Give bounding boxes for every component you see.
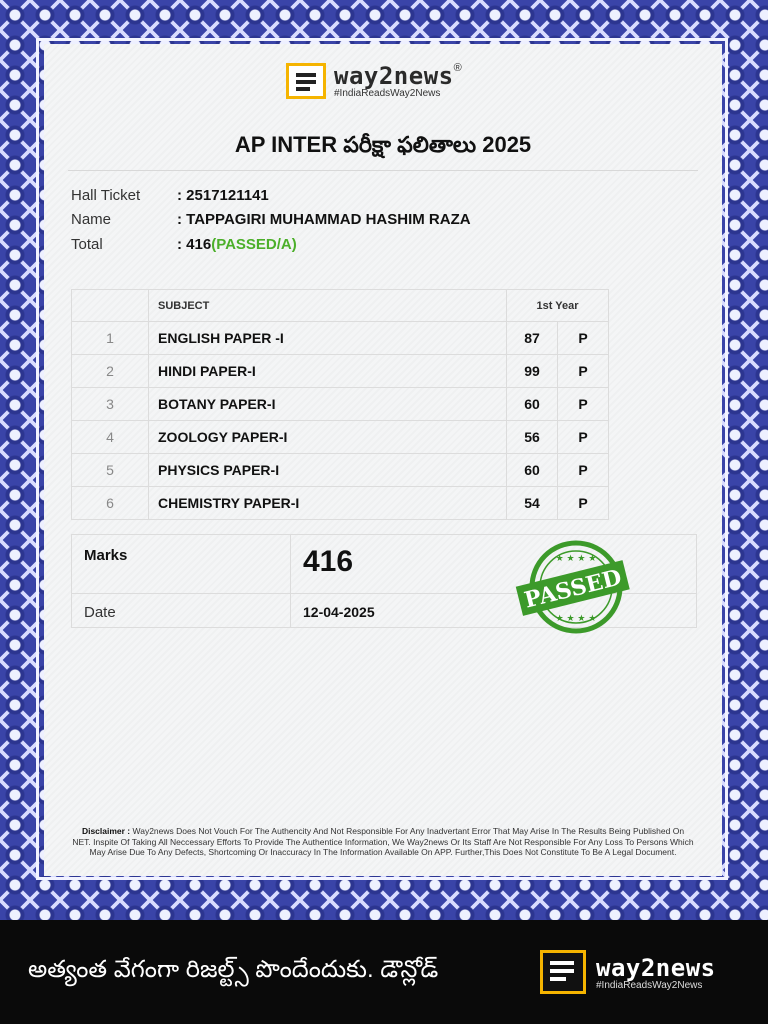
total-value bbox=[177, 236, 297, 253]
registered-mark: ® bbox=[453, 62, 462, 74]
page-title: AP INTER పరీక్షా ఫలితాలు 2025 bbox=[234, 132, 532, 157]
result-sheet bbox=[44, 44, 722, 876]
serial-cell: 6 bbox=[72, 487, 149, 520]
newspaper-icon bbox=[540, 950, 586, 994]
footer-brand: way2news bbox=[596, 953, 716, 982]
table-row bbox=[72, 355, 609, 388]
marks-cell: 60 bbox=[507, 388, 558, 421]
serial-cell: 3 bbox=[72, 388, 149, 421]
subject-cell: ZOOLOGY PAPER-I bbox=[149, 421, 507, 454]
marks-cell: 87 bbox=[507, 322, 558, 355]
marks-label: Marks bbox=[84, 547, 128, 564]
table-row bbox=[72, 388, 609, 421]
footer-logo[interactable] bbox=[540, 950, 716, 994]
svg-text:★ ★ ★ ★: ★ ★ ★ ★ bbox=[555, 554, 597, 564]
serial-cell: 2 bbox=[72, 355, 149, 388]
status-cell: P bbox=[558, 421, 609, 454]
col-subject-header: SUBJECT bbox=[149, 290, 507, 322]
col-serial-header bbox=[72, 290, 149, 322]
title-divider bbox=[68, 170, 698, 171]
table-row bbox=[72, 454, 609, 487]
serial-cell: 1 bbox=[72, 322, 149, 355]
name-label: Name bbox=[71, 211, 112, 228]
serial-cell: 5 bbox=[72, 454, 149, 487]
status-cell: P bbox=[558, 355, 609, 388]
status-cell: P bbox=[558, 487, 609, 520]
total-status: (PASSED/A) bbox=[211, 236, 297, 253]
disclaimer-label: Disclaimer : bbox=[81, 826, 131, 836]
brand-name: way2news bbox=[334, 62, 454, 90]
subjects-table bbox=[71, 289, 609, 520]
marks-value: 416 bbox=[303, 545, 354, 578]
subject-cell: HINDI PAPER-I bbox=[149, 355, 507, 388]
status-cell: P bbox=[558, 454, 609, 487]
student-name: : TAPPAGIRI MUHAMMAD HASHIM RAZA bbox=[177, 211, 471, 228]
table-row bbox=[72, 421, 609, 454]
hall-ticket-label: Hall Ticket bbox=[71, 187, 141, 204]
passed-stamp bbox=[514, 539, 632, 635]
date-label: Date bbox=[84, 604, 116, 621]
footer-tagline: #IndiaReadsWay2News bbox=[596, 979, 703, 991]
stamp-text: PASSED bbox=[521, 564, 625, 614]
subject-cell: BOTANY PAPER-I bbox=[149, 388, 507, 421]
brand-tagline: #IndiaReadsWay2News bbox=[334, 88, 441, 99]
download-banner[interactable] bbox=[0, 920, 768, 1024]
way2news-logo bbox=[286, 62, 462, 99]
subject-cell: ENGLISH PAPER -I bbox=[149, 322, 507, 355]
status-cell: P bbox=[558, 322, 609, 355]
date-value: 12-04-2025 bbox=[303, 604, 375, 620]
newspaper-icon bbox=[286, 63, 326, 99]
marks-cell: 99 bbox=[507, 355, 558, 388]
disclaimer-text: Way2news Does Not Vouch For The Authencity And Not Responsible For Any Inadvertant Error That May Arise In The Results Being Published On NET. Inspite Of Taking All Neccessary Efforts To Provide The Authentice Information, We Way2news Or Its Staff Are Not Responsible For Any Loss To Persons Which May Arise Due To Any Defects, Shortcoming Or Inaccuracy In The Information Available On APP. Further,This Does Not Constitute To Be A Legal Document. bbox=[72, 826, 694, 857]
col-year-header: 1st Year bbox=[507, 290, 609, 322]
marks-cell: 54 bbox=[507, 487, 558, 520]
hall-ticket-value: : 2517121141 bbox=[177, 187, 269, 204]
promo-text: అత్యంత వేగంగా రిజల్ట్స్ పొందేందుకు. డౌన్లోడ్ bbox=[28, 956, 439, 983]
table-row bbox=[72, 487, 609, 520]
serial-cell: 4 bbox=[72, 421, 149, 454]
marks-cell: 60 bbox=[507, 454, 558, 487]
table-header-row bbox=[72, 290, 609, 322]
subject-cell: CHEMISTRY PAPER-I bbox=[149, 487, 507, 520]
marks-cell: 56 bbox=[507, 421, 558, 454]
status-cell: P bbox=[558, 388, 609, 421]
total-label: Total bbox=[71, 236, 103, 253]
table-row bbox=[72, 322, 609, 355]
total-marks: : 416 bbox=[177, 236, 212, 253]
svg-text:★ ★ ★ ★: ★ ★ ★ ★ bbox=[555, 614, 597, 624]
subject-cell: PHYSICS PAPER-I bbox=[149, 454, 507, 487]
disclaimer bbox=[72, 826, 694, 858]
